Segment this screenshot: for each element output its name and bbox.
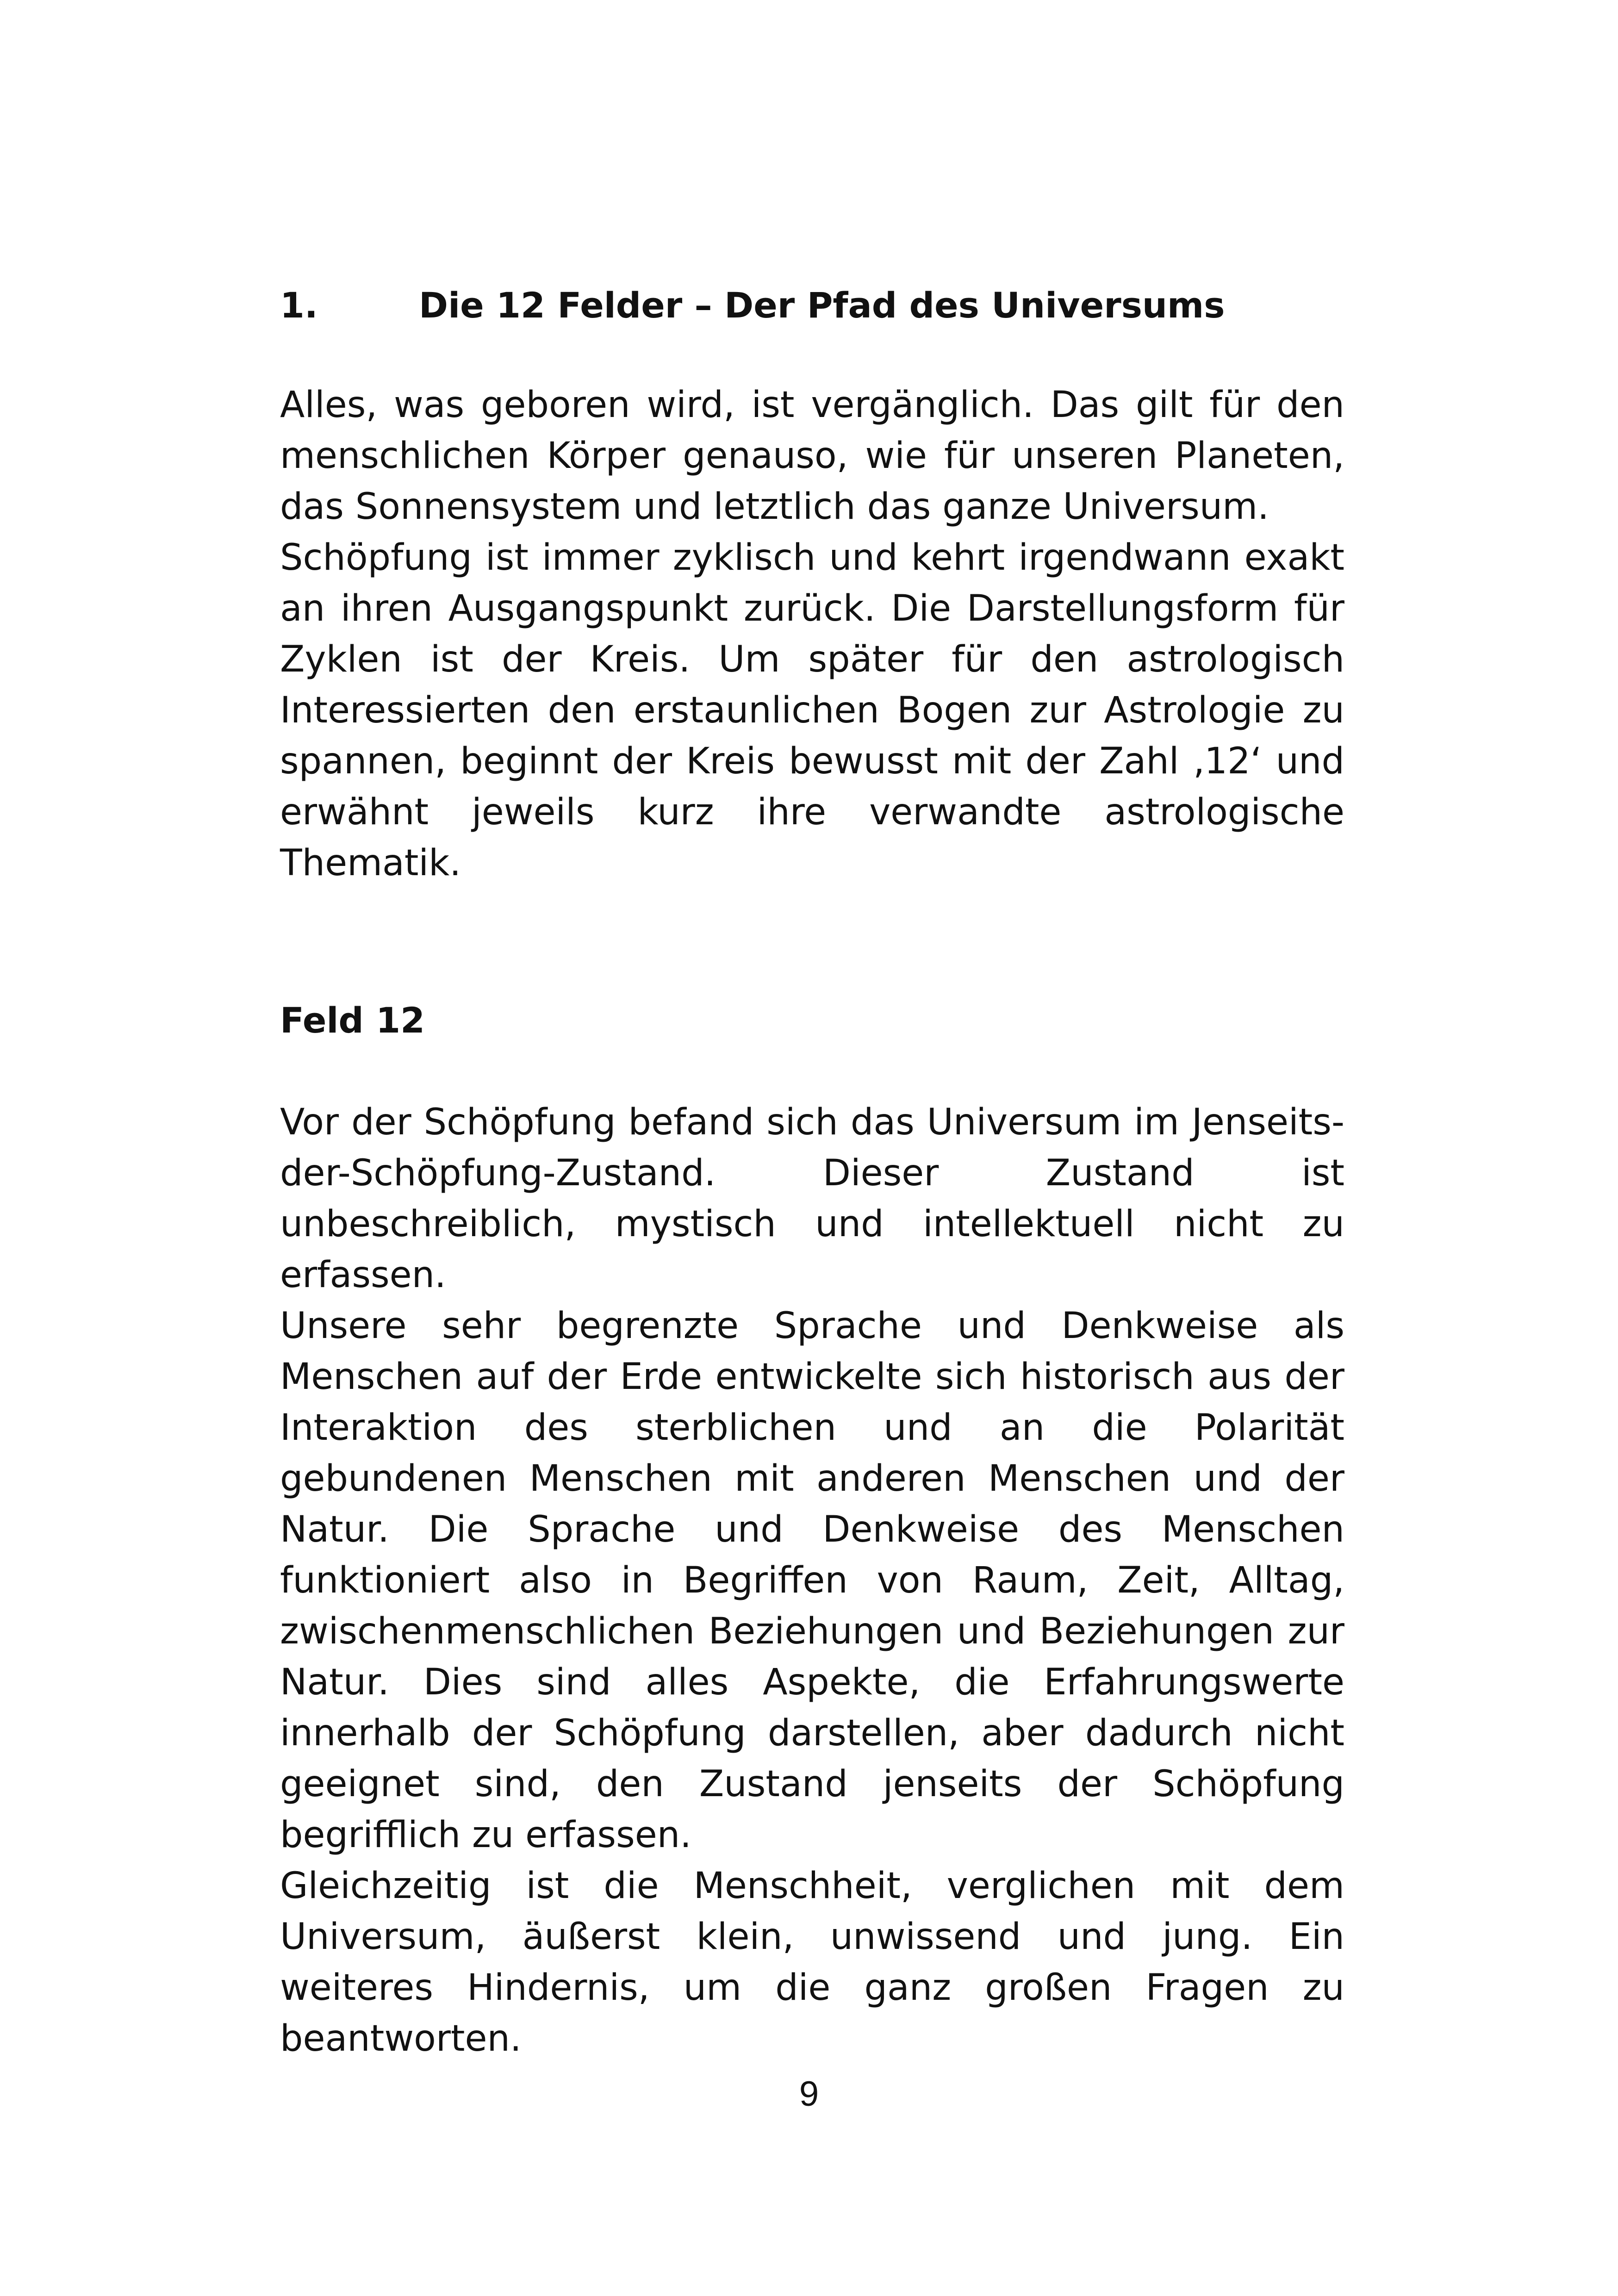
chapter-title: Die 12 Felder – Der Pfad des Universums [419,285,1225,326]
chapter-number: 1. [280,285,318,326]
section-heading: Feld 12 [280,1000,425,1041]
section-paragraph: Unsere sehr begrenzte Sprache und Denkweise als Menschen auf der Erde entwickelte sich historisch aus der Interaktion des sterblichen und an die Polarität gebundenen Menschen mit anderen Menschen und der Natur. Die Sprache und Denkweise des Menschen funktioniert also in Begriffen von Raum, Zeit, Alltag, zwischenmenschlichen Beziehungen und Beziehungen zur Natur. Dies sind alles Aspekte, die Erfahrungswerte innerhalb der Schöpfung darstellen, aber dadurch nicht geeignet sind, den Zustand jenseits der Schöpfung begrifflich zu erfassen. [280,1305,1344,1856]
section-text [280,1097,1344,2064]
intro-text [280,380,1344,889]
section-paragraph: Vor der Schöpfung befand sich das Universum im Jenseits-der-Schöpfung-Zustand. Dieser Zustand ist unbeschreiblich, mystisch und intellektuell nicht zu erfassen. [280,1101,1344,1296]
section-paragraph: Gleichzeitig ist die Menschheit, verglichen mit dem Universum, äußerst klein, unwissend und jung. Ein weiteres Hindernis, um die ganz großen Fragen zu beantworten. [280,1865,1344,2060]
intro-paragraph: Schöpfung ist immer zyklisch und kehrt irgendwann exakt an ihren Ausgangspunkt zurück. Die Darstellungsform für Zyklen ist der Kreis. Um später für den astrologisch Interessierten den erstaunlichen Bogen zur Astrologie zu spannen, beginnt der Kreis bewusst mit der Zahl ‚12‘ und erwähnt jeweils kurz ihre verwandte astrologische Thematik. [280,537,1344,884]
chapter-heading [280,280,1344,331]
page-number: 9 [799,2074,819,2114]
intro-paragraph: Alles, was geboren wird, ist vergänglich. Das gilt für den menschlichen Körper genauso, wie für unseren Planeten, das Sonnensystem und letztlich das ganze Universum. [280,384,1344,528]
